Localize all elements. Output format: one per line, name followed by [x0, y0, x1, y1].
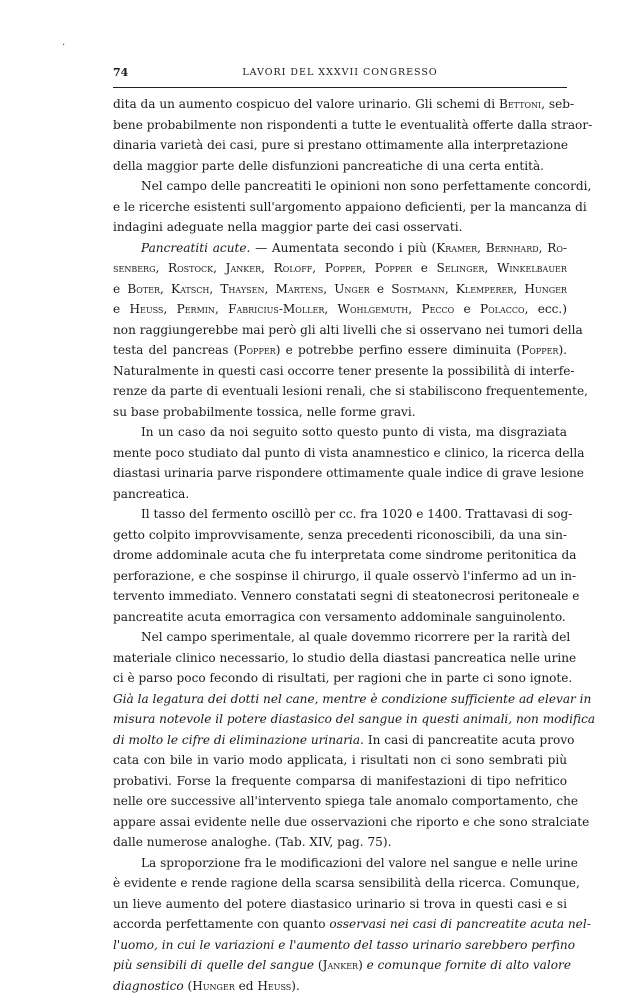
text-run: , — [324, 302, 337, 316]
text-line — [113, 771, 567, 792]
author-name: Popper — [521, 343, 558, 357]
text-line — [113, 791, 567, 812]
author-name: Polacco — [480, 302, 525, 316]
author-name: Rostock — [168, 261, 213, 275]
text-line — [113, 238, 567, 259]
text-line — [113, 422, 567, 443]
text-run: ci è parso poco fecondo di risultati, per ragioni che in parte ci sono ignote. — [113, 671, 572, 685]
author-name: Popper — [238, 343, 275, 357]
text-line — [113, 156, 567, 177]
scan-speck: · — [62, 40, 65, 51]
author-name: Roloff — [274, 261, 313, 275]
text-run: In casi di pancreatite acuta provo — [364, 733, 574, 747]
text-run: , — [209, 282, 220, 296]
text-run: e — [412, 261, 437, 275]
text-run: mente poco studiato dal punto di vista anamnestico e clinico, la ricerca della — [113, 446, 584, 460]
author-name: Heuss — [257, 979, 291, 993]
author-name: Popper — [375, 261, 412, 275]
text-line — [113, 197, 567, 218]
text-run: Naturalmente in questi casi occorre tener presente la possibilità di interfe- — [113, 364, 575, 378]
text-line — [113, 320, 567, 341]
text-line — [113, 94, 567, 115]
text-line — [113, 730, 567, 751]
author-name: senberg — [113, 261, 155, 275]
author-name: Heuss — [129, 302, 163, 316]
text-run: testa del pancreas ( — [113, 343, 238, 357]
text-run: drome addominale acuta che fu interpretata come sindrome peritonitica da — [113, 548, 576, 562]
italic-text: misura notevole il potere diastasico del sangue in questi animali, non modifica — [113, 712, 595, 726]
page-number: 74 — [113, 66, 128, 79]
text-line — [113, 504, 567, 525]
text-run: e le ricerche esistenti sull'argomento appaiono deficienti, per la mancanza di — [113, 200, 587, 214]
body-text — [113, 94, 567, 996]
author-name: Hunger — [524, 282, 567, 296]
italic-text: l'uomo, in cui le variazioni e l'aumento del tasso urinario sarebbero perfino — [113, 938, 575, 952]
text-line — [113, 545, 567, 566]
text-run: renze da parte di eventuali lesioni renali, che si stabiliscono frequentemente, — [113, 384, 588, 398]
text-line — [113, 135, 567, 156]
text-line — [113, 668, 567, 689]
text-run: un lieve aumento del potere diastasico urinario si trova in questi casi e si — [113, 897, 567, 911]
text-line — [113, 832, 567, 853]
paragraph — [113, 176, 567, 238]
text-line — [113, 299, 567, 320]
text-run: Il tasso del fermento oscillò per cc. fra 1020 e 1400. Trattavasi di sog- — [141, 507, 572, 521]
text-run: indagini adeguate nella maggior parte dei casi osservati. — [113, 220, 462, 234]
text-run: dita da un aumento cospicuo del valore urinario. Gli schemi di — [113, 97, 499, 111]
text-run: appare assai evidente nelle due osservazioni che riporto e che sono stralciate — [113, 815, 589, 829]
text-run: ( — [184, 979, 193, 993]
text-run: In un caso da noi seguito sotto questo punto di vista, ma disgraziata — [141, 425, 567, 439]
paragraph — [113, 627, 567, 853]
author-name: Martens — [276, 282, 324, 296]
italic-text: di molto le cifre di eliminazione urinaria. — [113, 733, 364, 747]
author-name: Fabricius-Moller — [228, 302, 324, 316]
text-run: ed — [235, 979, 258, 993]
text-run: , — [160, 282, 171, 296]
text-run: materiale clinico necessario, lo studio della diastasi pancreatica nelle urine — [113, 651, 576, 665]
paragraph — [113, 94, 567, 176]
text-run: bene probabilmente non rispondenti a tutte le eventualità offerte dalla straor- — [113, 118, 592, 132]
text-run: nelle ore successive all'intervento spiega tale anomalo comportamento, che — [113, 794, 578, 808]
text-run: perforazione, e che sospinse il chirurgo, il quale osservò l'infermo ad un in- — [113, 569, 576, 583]
text-line — [113, 648, 567, 669]
text-run: su base probabilmente tossica, nelle forme gravi. — [113, 405, 416, 419]
italic-text: più sensibili di quelle del sangue — [113, 958, 314, 972]
text-run: Nel campo sperimentale, al quale dovemmo ricorrere per la rarità del — [141, 630, 570, 644]
author-name: Pecco — [421, 302, 454, 316]
paragraph — [113, 504, 567, 627]
text-line — [113, 361, 567, 382]
author-name: Boter — [127, 282, 160, 296]
text-line — [113, 976, 567, 996]
text-line — [113, 689, 567, 710]
author-name: Bettoni — [499, 97, 541, 111]
text-line — [113, 463, 567, 484]
text-run: tervento immediato. Vennero constatati segni di steatonecrosi peritoneale e — [113, 589, 579, 603]
italic-text: Pancreatiti acute. — [141, 241, 250, 255]
text-run: , — [477, 241, 486, 255]
text-line — [113, 914, 567, 935]
author-name: Sostmann — [391, 282, 445, 296]
author-name: Unger — [334, 282, 369, 296]
text-line — [113, 894, 567, 915]
text-line — [113, 607, 567, 628]
text-run: , — [513, 282, 524, 296]
text-line — [113, 566, 567, 587]
text-line — [113, 853, 567, 874]
author-name: Permin — [177, 302, 215, 316]
text-run: , — [261, 261, 274, 275]
paragraph — [113, 238, 567, 423]
text-run: probativi. Forse la frequente comparsa di manifestazioni di tipo nefritico — [113, 774, 567, 788]
text-run: pancreatica. — [113, 487, 189, 501]
text-run: non raggiungerebbe mai però gli alti livelli che si osservano nei tumori della — [113, 323, 583, 337]
text-line — [113, 279, 567, 300]
text-line — [113, 381, 567, 402]
text-run: , seb- — [541, 97, 574, 111]
italic-text: osservasi nei casi di pancreatite acuta nel- — [329, 917, 590, 931]
text-run: , — [323, 282, 334, 296]
author-name: Bernhard — [486, 241, 539, 255]
text-line — [113, 709, 567, 730]
text-run: della maggior parte delle disfunzioni pancreatiche di una certa entità. — [113, 159, 544, 173]
text-run: , — [155, 261, 168, 275]
text-line — [113, 627, 567, 648]
text-run: ) e potrebbe perfino essere diminuita ( — [276, 343, 521, 357]
header-rule — [113, 87, 567, 88]
text-line — [113, 443, 567, 464]
text-run: pancreatite acuta emorragica con versamento addominale sanguinolento. — [113, 610, 566, 624]
text-run: , — [213, 261, 226, 275]
text-line — [113, 484, 567, 505]
text-line — [113, 340, 567, 361]
text-line — [113, 402, 567, 423]
text-run: , — [362, 261, 375, 275]
author-name: Klemperer — [456, 282, 514, 296]
text-run: , — [163, 302, 176, 316]
text-run: e — [454, 302, 480, 316]
text-line — [113, 873, 567, 894]
italic-text: diagnostico — [113, 979, 184, 993]
text-run: dinaria varietà dei casi, pure si prestano ottimamente alla interpretazione — [113, 138, 568, 152]
italic-text: Già la legatura dei dotti nel cane, mentre è condizione sufficiente ad elevar in — [113, 692, 591, 706]
text-run: , — [445, 282, 456, 296]
text-line — [113, 586, 567, 607]
text-line — [113, 258, 567, 279]
text-run: , — [312, 261, 325, 275]
text-run: , — [264, 282, 275, 296]
text-run: getto colpito improvvisamente, senza precedenti riconoscibili, da una sin- — [113, 528, 567, 542]
text-run: e — [370, 282, 392, 296]
text-run: Nel campo delle pancreatiti le opinioni non sono perfettamente concordi, — [141, 179, 591, 193]
page-header — [113, 66, 567, 82]
text-run: è evidente e rende ragione della scarsa sensibilità della ricerca. Comunque, — [113, 876, 580, 890]
text-run: , — [408, 302, 421, 316]
author-name: Winkelbauer — [497, 261, 567, 275]
text-line — [113, 115, 567, 136]
author-name: Ro- — [547, 241, 567, 255]
author-name: Katsch — [171, 282, 209, 296]
text-run: diastasi urinaria parve rispondere ottimamente quale indice di grave lesione — [113, 466, 584, 480]
text-run: e — [113, 282, 127, 296]
author-name: Thaysen — [220, 282, 264, 296]
text-run: — Aumentata secondo i più ( — [250, 241, 436, 255]
text-run: ( — [314, 958, 323, 972]
author-name: Popper — [325, 261, 362, 275]
text-run: , ecc.) — [525, 302, 567, 316]
text-line — [113, 176, 567, 197]
text-line — [113, 812, 567, 833]
text-run: , — [484, 261, 497, 275]
text-run: dalle numerose analoghe. (Tab. XIV, pag. 75). — [113, 835, 391, 849]
author-name: Selinger — [437, 261, 485, 275]
author-name: Kramer — [436, 241, 477, 255]
author-name: Janker — [323, 958, 358, 972]
text-run: e — [113, 302, 129, 316]
paragraph — [113, 853, 567, 996]
text-line — [113, 525, 567, 546]
text-line — [113, 750, 567, 771]
text-line — [113, 955, 567, 976]
text-run: , — [539, 241, 548, 255]
text-run: cata con bile in vario modo applicata, i risultati non ci sono sembrati più — [113, 753, 567, 767]
text-run: accorda perfettamente con quanto — [113, 917, 329, 931]
text-line — [113, 935, 567, 956]
author-name: Wohlgemuth — [338, 302, 409, 316]
text-run: ) — [358, 958, 367, 972]
text-run: ). — [558, 343, 567, 357]
text-run: ). — [291, 979, 300, 993]
text-run: , — [215, 302, 228, 316]
text-run: La sproporzione fra le modificazioni del valore nel sangue e nelle urine — [141, 856, 578, 870]
author-name: Hunger — [192, 979, 235, 993]
running-title: LAVORI DEL XXXVII CONGRESSO — [113, 67, 567, 78]
author-name: Janker — [226, 261, 261, 275]
text-line — [113, 217, 567, 238]
paragraph — [113, 422, 567, 504]
italic-text: e comunque fornite di alto valore — [367, 958, 571, 972]
